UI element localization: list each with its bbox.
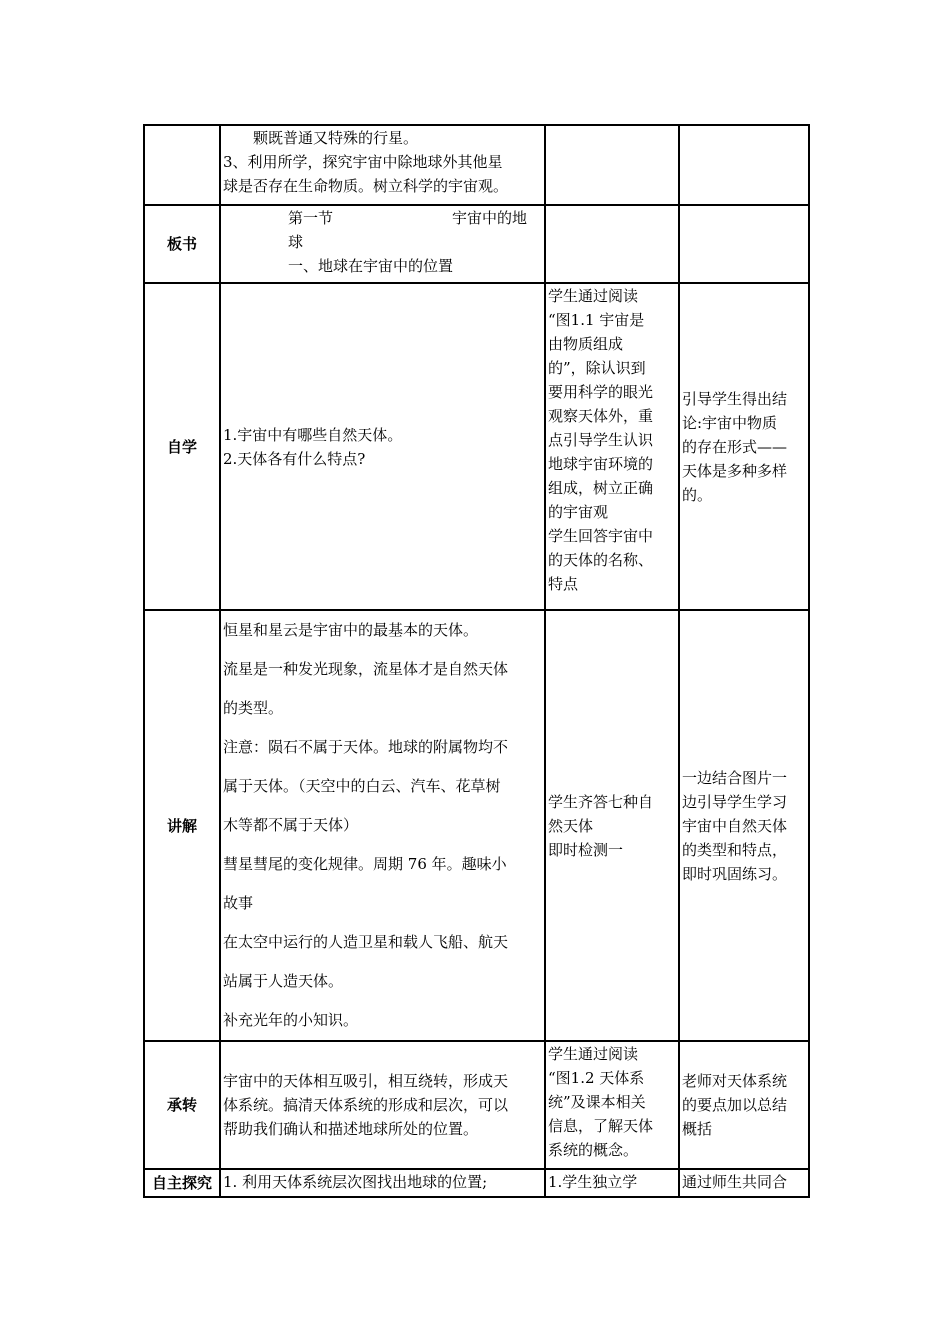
table-row xyxy=(144,205,809,283)
teacher-activity-cell xyxy=(679,205,809,283)
student-line: 学生通过阅读 xyxy=(548,287,639,305)
row-label: 讲解 xyxy=(144,610,220,1041)
student-line: 学生齐答七种自 xyxy=(548,792,654,811)
student-line: 统”及课本相关 xyxy=(548,1093,646,1111)
board-title-section: 第一节 xyxy=(288,209,334,227)
teacher-line: 论:宇宙中物质 xyxy=(682,413,778,432)
student-line: 系统的概念。 xyxy=(548,1141,639,1159)
teacher-line: 引导学生得出结 xyxy=(682,389,788,408)
student-line: 1.学生独立学 xyxy=(548,1173,638,1191)
student-line: 即时检测一 xyxy=(548,840,624,859)
student-line: 要用科学的眼光 xyxy=(548,383,654,401)
board-subtitle: 一、地球在宇宙中的位置 xyxy=(288,257,454,275)
board-title xyxy=(223,206,542,230)
student-line: 组成，树立正确 xyxy=(548,479,654,497)
content-line: 故事 xyxy=(223,894,254,912)
content-cell xyxy=(220,610,545,1041)
table-row xyxy=(144,610,809,1041)
student-line: 由物质组成 xyxy=(548,335,624,353)
board-title-text: 宇宙中的地 xyxy=(452,209,528,227)
row-label: 板书 xyxy=(144,205,220,283)
content-line: 球是否存在生命物质。树立科学的宇宙观。 xyxy=(223,177,509,195)
content-line: 体系统。搞清天体系统的形成和层次，可以 xyxy=(223,1096,509,1114)
student-line: “图1.1 宇宙是 xyxy=(548,311,645,329)
student-activity-cell xyxy=(545,1041,679,1169)
student-activity-cell xyxy=(545,1169,679,1197)
student-activity-cell xyxy=(545,125,679,205)
student-line: 学生回答宇宙中 xyxy=(548,527,654,545)
student-line: 的”，除认识到 xyxy=(548,359,646,377)
row-label: 承转 xyxy=(144,1041,220,1169)
teacher-line: 通过师生共同合 xyxy=(682,1173,788,1191)
teacher-line: 老师对天体系统 xyxy=(682,1072,788,1090)
teacher-activity-cell xyxy=(679,1041,809,1169)
teacher-line: 即时巩固练习。 xyxy=(682,864,788,883)
teacher-line: 天体是多种多样 xyxy=(682,461,788,480)
content-line: 恒星和星云是宇宙中的最基本的天体。 xyxy=(223,621,479,639)
teacher-line: 的。 xyxy=(682,485,713,504)
teacher-activity-cell xyxy=(679,125,809,205)
content-line: 宇宙中的天体相互吸引，相互绕转，形成天 xyxy=(223,1072,509,1090)
student-activity-cell xyxy=(545,283,679,610)
student-line: 学生通过阅读 xyxy=(548,1045,639,1063)
content-line: 1. 利用天体系统层次图找出地球的位置; xyxy=(223,1173,488,1191)
teacher-line: 的类型和特点， xyxy=(682,840,788,859)
content-line: 属于天体。（天空中的白云、汽车、花草树 xyxy=(223,777,501,795)
content-line: 3、利用所学，探究宇宙中除地球外其他星 xyxy=(223,153,503,171)
content-line: 颗既普通又特殊的行星。 xyxy=(253,129,419,147)
student-line: “图1.2 天体系 xyxy=(548,1069,645,1087)
content-cell xyxy=(220,1041,545,1169)
table-row xyxy=(144,1041,809,1169)
content-line: 的类型。 xyxy=(223,699,284,717)
table-row xyxy=(144,1169,809,1197)
content-cell xyxy=(220,205,545,283)
content-cell xyxy=(220,283,545,610)
content-line: 补充光年的小知识。 xyxy=(223,1011,359,1029)
student-line: 的宇宙观 xyxy=(548,503,609,521)
student-line: 的天体的名称、 xyxy=(548,551,654,569)
row-label: 自学 xyxy=(144,283,220,610)
content-line: 在太空中运行的人造卫星和载人飞船、航天 xyxy=(223,933,509,951)
board-title-continued: 球 xyxy=(288,233,304,251)
student-line: 地球宇宙环境的 xyxy=(548,455,654,473)
table-row xyxy=(144,283,809,610)
content-line: 站属于人造天体。 xyxy=(223,972,344,990)
row-label: 自主探究 xyxy=(144,1169,220,1197)
student-line: 特点 xyxy=(548,575,579,593)
content-line: 1.宇宙中有哪些自然天体。 xyxy=(223,425,403,444)
content-line: 帮助我们确认和描述地球所处的位置。 xyxy=(223,1120,479,1138)
teacher-line: 概括 xyxy=(682,1120,713,1138)
content-line: 2.天体各有什么特点? xyxy=(223,449,366,468)
teacher-line: 的存在形式—— xyxy=(682,437,788,456)
teacher-activity-cell xyxy=(679,1169,809,1197)
content-line: 流星是一种发光现象，流星体才是自然天体 xyxy=(223,660,509,678)
student-line: 然天体 xyxy=(548,816,594,835)
student-line: 点引导学生认识 xyxy=(548,431,654,449)
lesson-plan-table xyxy=(143,124,810,1198)
content-line: 彗星彗尾的变化规律。周期 76 年。趣味小 xyxy=(223,855,507,873)
student-line: 信息，了解天体 xyxy=(548,1117,654,1135)
student-line: 观察天体外，重 xyxy=(548,407,654,425)
teacher-line: 的要点加以总结 xyxy=(682,1096,788,1114)
row-label xyxy=(144,125,220,205)
student-activity-cell xyxy=(545,205,679,283)
teacher-line: 宇宙中自然天体 xyxy=(682,816,788,835)
student-activity-cell xyxy=(545,610,679,1041)
teacher-activity-cell xyxy=(679,610,809,1041)
content-cell xyxy=(220,125,545,205)
table-row xyxy=(144,125,809,205)
teacher-line: 一边结合图片一 xyxy=(682,768,788,787)
content-line: 注意：陨石不属于天体。地球的附属物均不 xyxy=(223,738,509,756)
content-line: 木等都不属于天体） xyxy=(223,816,359,834)
content-cell xyxy=(220,1169,545,1197)
teacher-line: 边引导学生学习 xyxy=(682,792,788,811)
teacher-activity-cell xyxy=(679,283,809,610)
